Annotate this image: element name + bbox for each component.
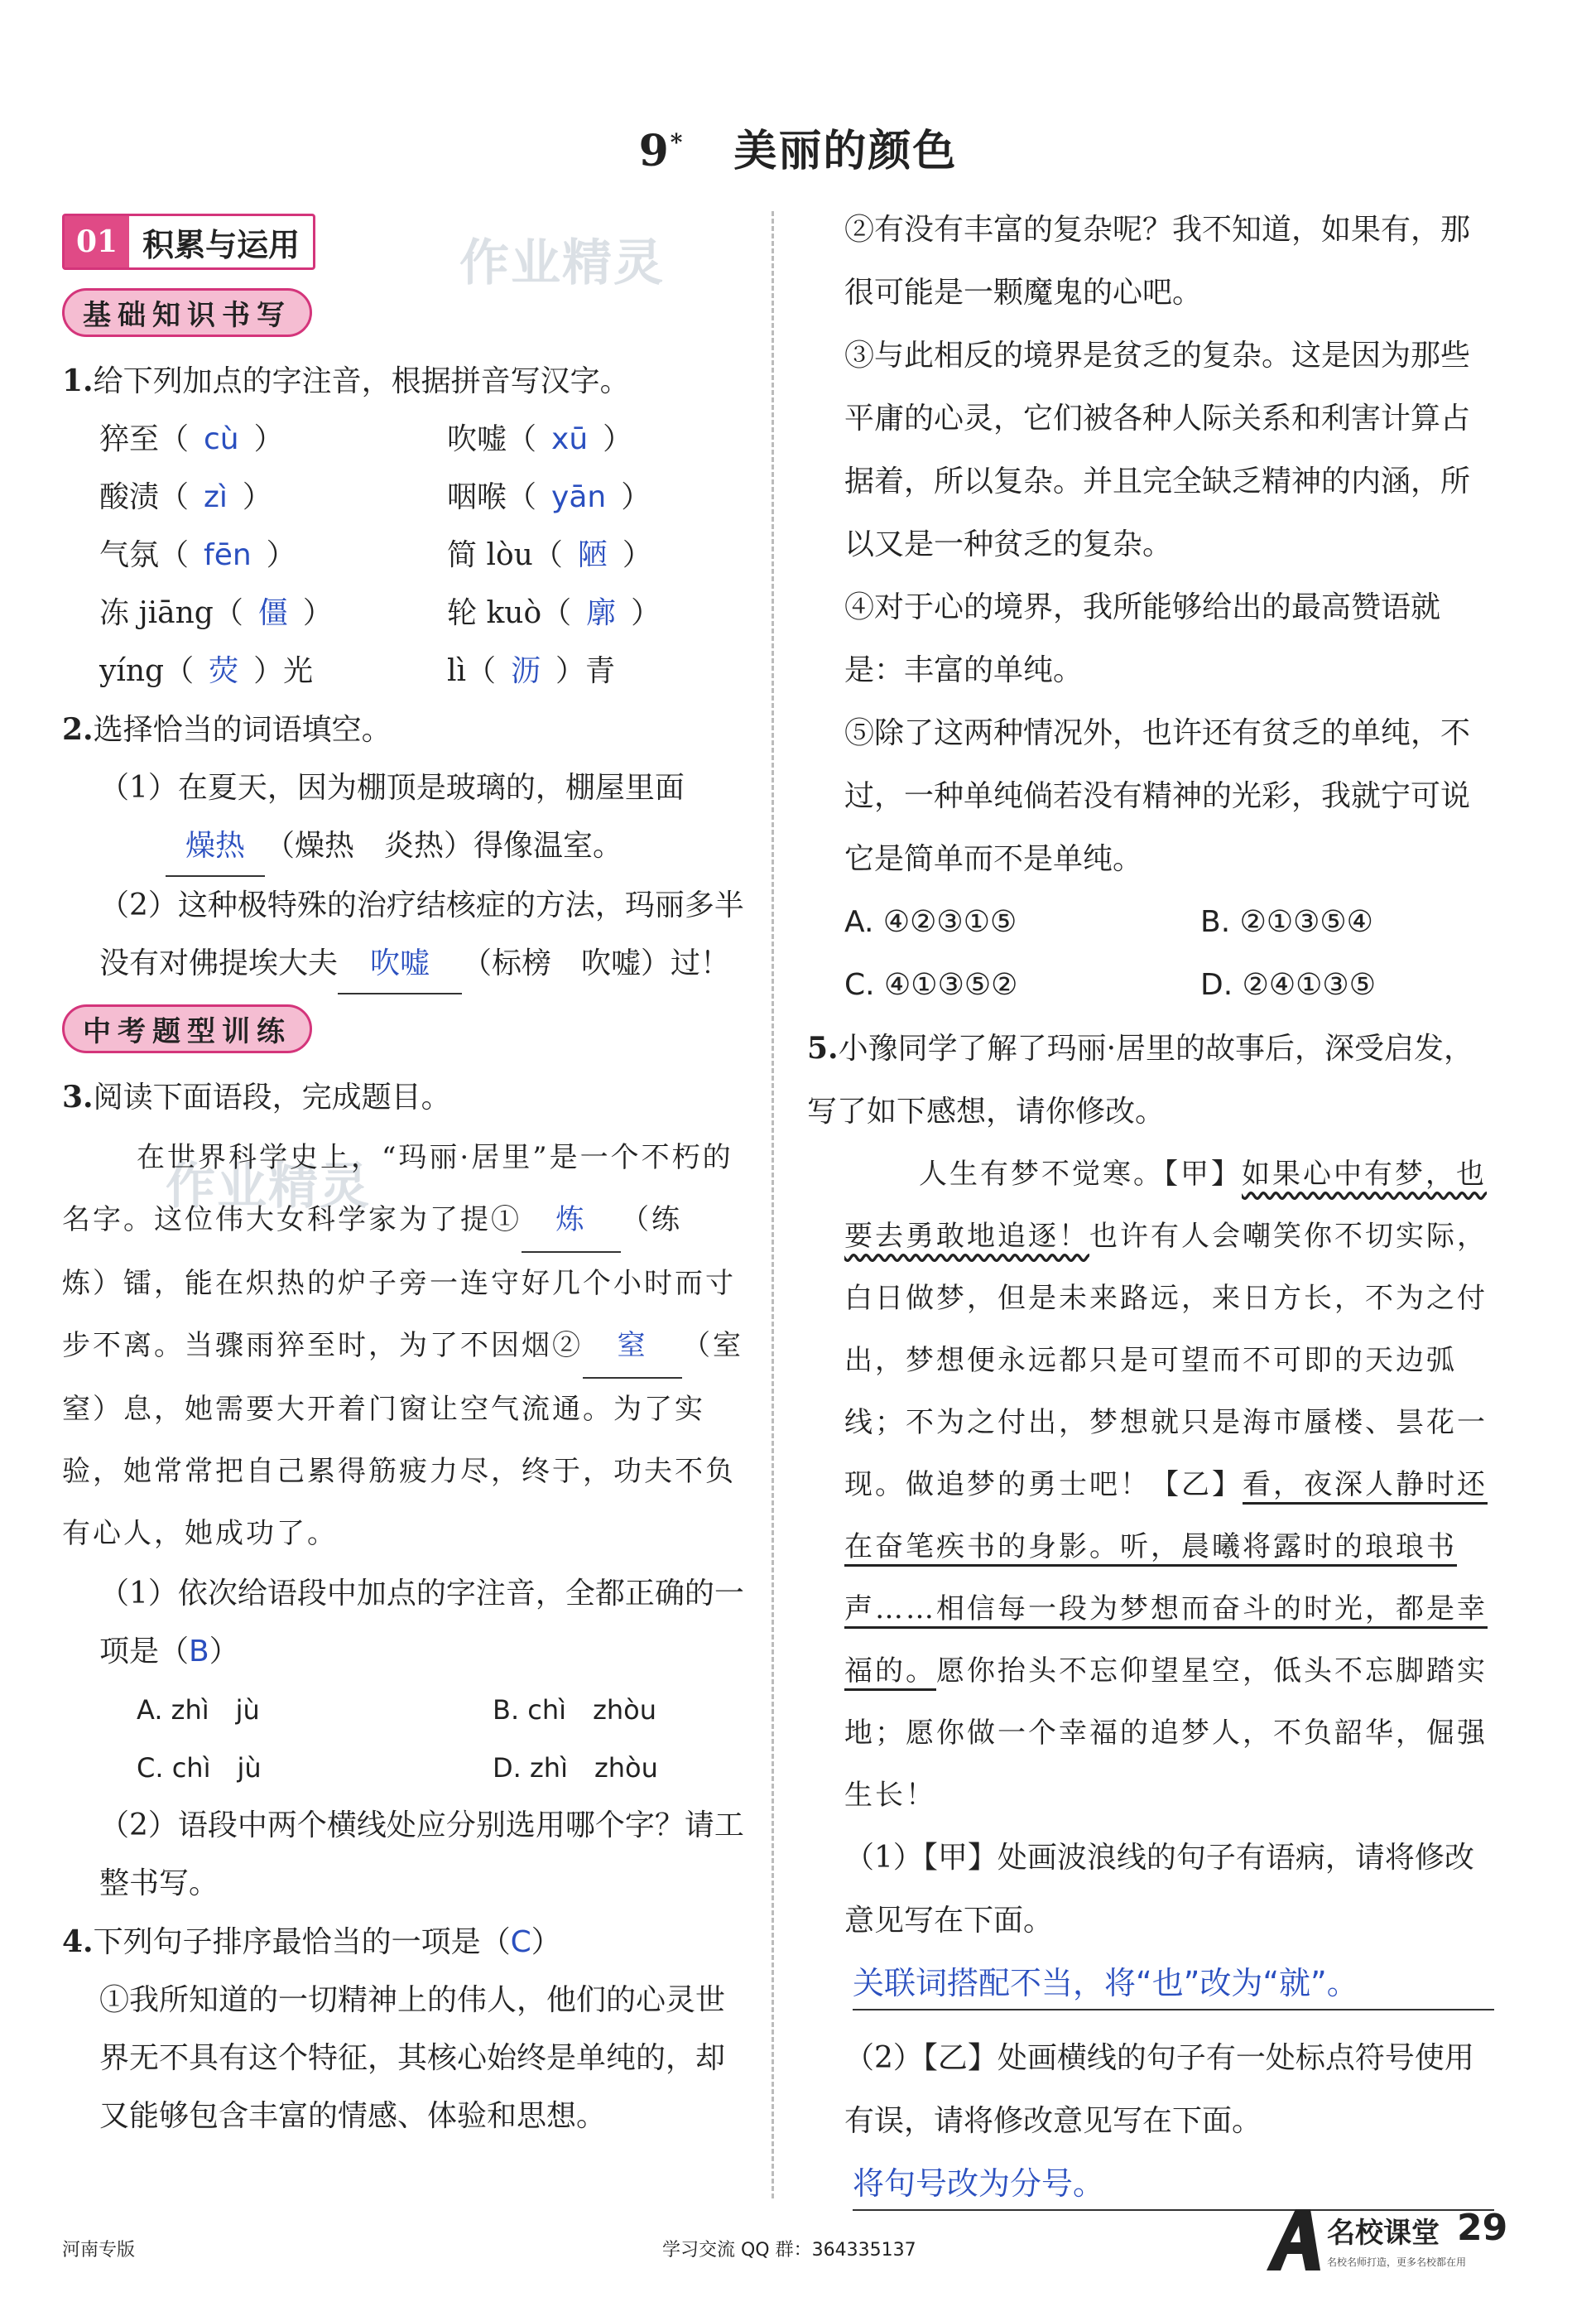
question-3: 3.阅读下面语段，完成题目。 在世界科学史上，“玛丽·居里”是一个不朽的名字。这位伟大女科学家为了提① 炼 （练 炼）镭，能在炽热的炉子旁一连守好几个小时而寸步不离。当骤雨猝至时，为了不因烟② 窒 （室 窒）息，她需要大开着门窗让空气流通。为了实验，她常常把自己累得筋疲力尽，终于，功夫不负有心人，她成功了。 （1）依次给语段中加点的字注音，全都正确的一项是（B） A. zhì jù B. chì zhòu C. chì jù D. zhì zhòu （2）语段中两个横线处应分别选用哪个字？请工整书写。 — [62, 1068, 749, 1913]
q1-answer[interactable]: zì — [204, 480, 228, 514]
q3-option-a[interactable]: A. zhì jù — [137, 1694, 260, 1726]
question-2: 2.选择恰当的词语填空。 （1）在夏天，因为棚顶是玻璃的，棚屋里面 燥热 （燥热 炎热）得像温室。 （2）这种极特殊的治疗结核症的方法，玛丽多半没有对佛提埃大夫 吹嘘 （标榜 吹嘘）过！ — [62, 701, 749, 994]
right-column: ②有没有丰富的复杂呢？我不知道，如果有，那很可能是一颗魔鬼的心吧。 ③与此相反的境界是贫乏的复杂。这是因为那些平庸的心灵，它们被各种人际关系和利害计算占据着，所以复杂。并且完全缺乏精神的内涵，所以又是一种贫乏的复杂。 ④对于心的境界，我所能够给出的最高赞语就是：丰富的单纯。 ⑤除了这两种情况外，也许还有贫乏的单纯，不过，一种单纯倘若没有精神的光彩，我就宁可说它是简单而不是单纯。 A. ④②③①⑤ B. ②①③⑤④ C. ④①③⑤② D. ②④①③⑤ 5.小豫同学了解了玛丽·居里的故事后，深受启发，写了如下感想，请你修改。 人生有梦不觉寒。【甲】如果心中有梦，也要去勇敢地追逐！也许有人会嘲笑你不切实际，白日做梦，但是未来路远，来日方长，不为之付出，梦想便永远都只是可望而不可即的天边弧线；不为之付出，梦想就只是海市蜃楼、昙花一现。做追梦的勇士吧！【乙】看，夜深人静时还在奋笔疾书的身影。听，晨曦将露时的琅琅书声……相信每一段为梦想而奋斗的时光，都是幸福的。愿你抬头不忘仰望星空，低头不忘脚踏实地；愿你做一个幸福的追梦人，不负韶华，倔强生长！ （1）【甲】处画波浪线的句子有语病，请将修改意见写在下面。 关联词搭配不当，将“也”改为“就”。 （2）【乙】处画横线的句子有一处标点符号使用有误，请将修改意见写在下面。 将句号改为分号。 — [807, 199, 1494, 2227]
q1-item: yíng（ 荧 ）光 — [99, 654, 314, 688]
pill-basic-knowledge: 基础知识书写 — [62, 288, 312, 337]
q1-answer[interactable]: fēn — [204, 538, 252, 572]
q1-item: 吹嘘（ xū ） — [447, 422, 633, 456]
question-5: 5.小豫同学了解了玛丽·居里的故事后，深受启发，写了如下感想，请你修改。 人生有梦不觉寒。【甲】如果心中有梦，也要去勇敢地追逐！也许有人会嘲笑你不切实际，白日做梦，但是未来路远，来日方长，不为之付出，梦想便永远都只是可望而不可即的天边弧线；不为之付出，梦想就只是海市蜃楼、昙花一现。做追梦的勇士吧！【乙】看，夜深人静时还在奋笔疾书的身影。听，晨曦将露时的琅琅书声……相信每一段为梦想而奋斗的时光，都是幸福的。愿你抬头不忘仰望星空，低头不忘脚踏实地；愿你做一个幸福的追梦人，不负韶华，倔强生长！ （1）【甲】处画波浪线的句子有语病，请将修改意见写在下面。 关联词搭配不当，将“也”改为“就”。 （2）【乙】处画横线的句子有一处标点符号使用有误，请将修改意见写在下面。 将句号改为分号。 — [807, 1017, 1494, 2211]
q2-answer-1[interactable]: 燥热 — [166, 817, 265, 877]
q1-answer[interactable]: 荧 — [209, 654, 239, 688]
q1-answer[interactable]: 廓 — [586, 596, 617, 630]
q4-option-d[interactable]: D. ②④①③⑤ — [1200, 968, 1376, 1002]
q3-option-d[interactable]: D. zhì zhòu — [493, 1752, 658, 1784]
q4-option-a[interactable]: A. ④②③①⑤ — [844, 905, 1017, 939]
left-column — [62, 207, 774, 2145]
page-number: 29 — [1457, 2207, 1508, 2249]
q3-blank-1[interactable]: 炼 — [522, 1189, 621, 1253]
q1-items — [62, 411, 749, 701]
q1-answer[interactable]: 沥 — [511, 654, 541, 688]
section-header: 01 积累与运用 — [62, 214, 315, 270]
page-title: 9* 美丽的颜色 — [638, 126, 958, 176]
q1-item: 轮 kuò（ 廓 ） — [447, 596, 661, 630]
svg-text:名校课堂: 名校课堂 — [1327, 2217, 1440, 2250]
q1-item: 酸渍（ zì ） — [99, 480, 272, 514]
footer-qq-group: 学习交流 QQ 群：364335137 — [662, 2240, 916, 2261]
brand-logo — [1262, 2203, 1467, 2277]
q1-item: 气氛（ fēn ） — [99, 538, 296, 572]
q5-answer-1[interactable]: 关联词搭配不当，将“也”改为“就”。 — [853, 1957, 1494, 2010]
question-4: 4.下列句子排序最恰当的一项是（C） ①我所知道的一切精神上的伟人，他们的心灵世界无不具有这个特征，其核心始终是单纯的，却又能够包含丰富的情感、体验和思想。 — [62, 1924, 726, 2133]
q4-answer: C — [510, 1925, 531, 1959]
q2-answer-2[interactable]: 吹嘘 — [338, 935, 462, 994]
q1-answer[interactable]: 陋 — [577, 538, 608, 572]
q3-blank-2[interactable]: 窒 — [583, 1315, 682, 1379]
watermark-2: 作业精灵 — [166, 1158, 371, 1216]
svg-text:名校名师打造，更多名校都在用: 名校名师打造，更多名校都在用 — [1327, 2256, 1467, 2268]
q1-answer[interactable]: xū — [551, 422, 589, 456]
q1-item: 冻 jiāng（ 僵 ） — [99, 596, 333, 630]
q5-answer-2[interactable]: 将句号改为分号。 — [853, 2158, 1494, 2211]
watermark: 作业精灵 — [459, 234, 665, 292]
q1-answer[interactable]: cù — [204, 422, 239, 456]
question-1: 1.给下列加点的字注音，根据拼音写汉字。 猝至（ cù ） 吹嘘（ xū ） 酸渍（ zì ） 咽喉（ yān ） 气氛（ fēn ） 简 lòu（ 陋 ） 冻 jiāng（ 僵 ） 轮 kuò（ 廓 ） yíng（ 荧 ）光 lì（ 沥 ）青 — [62, 352, 749, 701]
q1-answer[interactable]: yān — [551, 480, 607, 514]
q3-option-c[interactable]: C. chì jù — [137, 1752, 262, 1784]
q1-item: lì（ 沥 ）青 — [447, 654, 616, 688]
q1-item: 猝至（ cù ） — [99, 422, 284, 456]
q1-item: 简 lòu（ 陋 ） — [447, 538, 652, 572]
q3-sub1-answer: B — [189, 1635, 209, 1669]
q3-option-b[interactable]: B. chì zhòu — [493, 1694, 657, 1726]
q4-option-c[interactable]: C. ④①③⑤② — [844, 968, 1018, 1002]
q1-item: 咽喉（ yān ） — [447, 480, 651, 514]
footer-edition: 河南专版 — [62, 2240, 136, 2261]
q1-answer[interactable]: 僵 — [257, 596, 288, 630]
q4-option-b[interactable]: B. ②①③⑤④ — [1200, 905, 1373, 939]
pill-exam-training: 中考题型训练 — [62, 1004, 312, 1053]
